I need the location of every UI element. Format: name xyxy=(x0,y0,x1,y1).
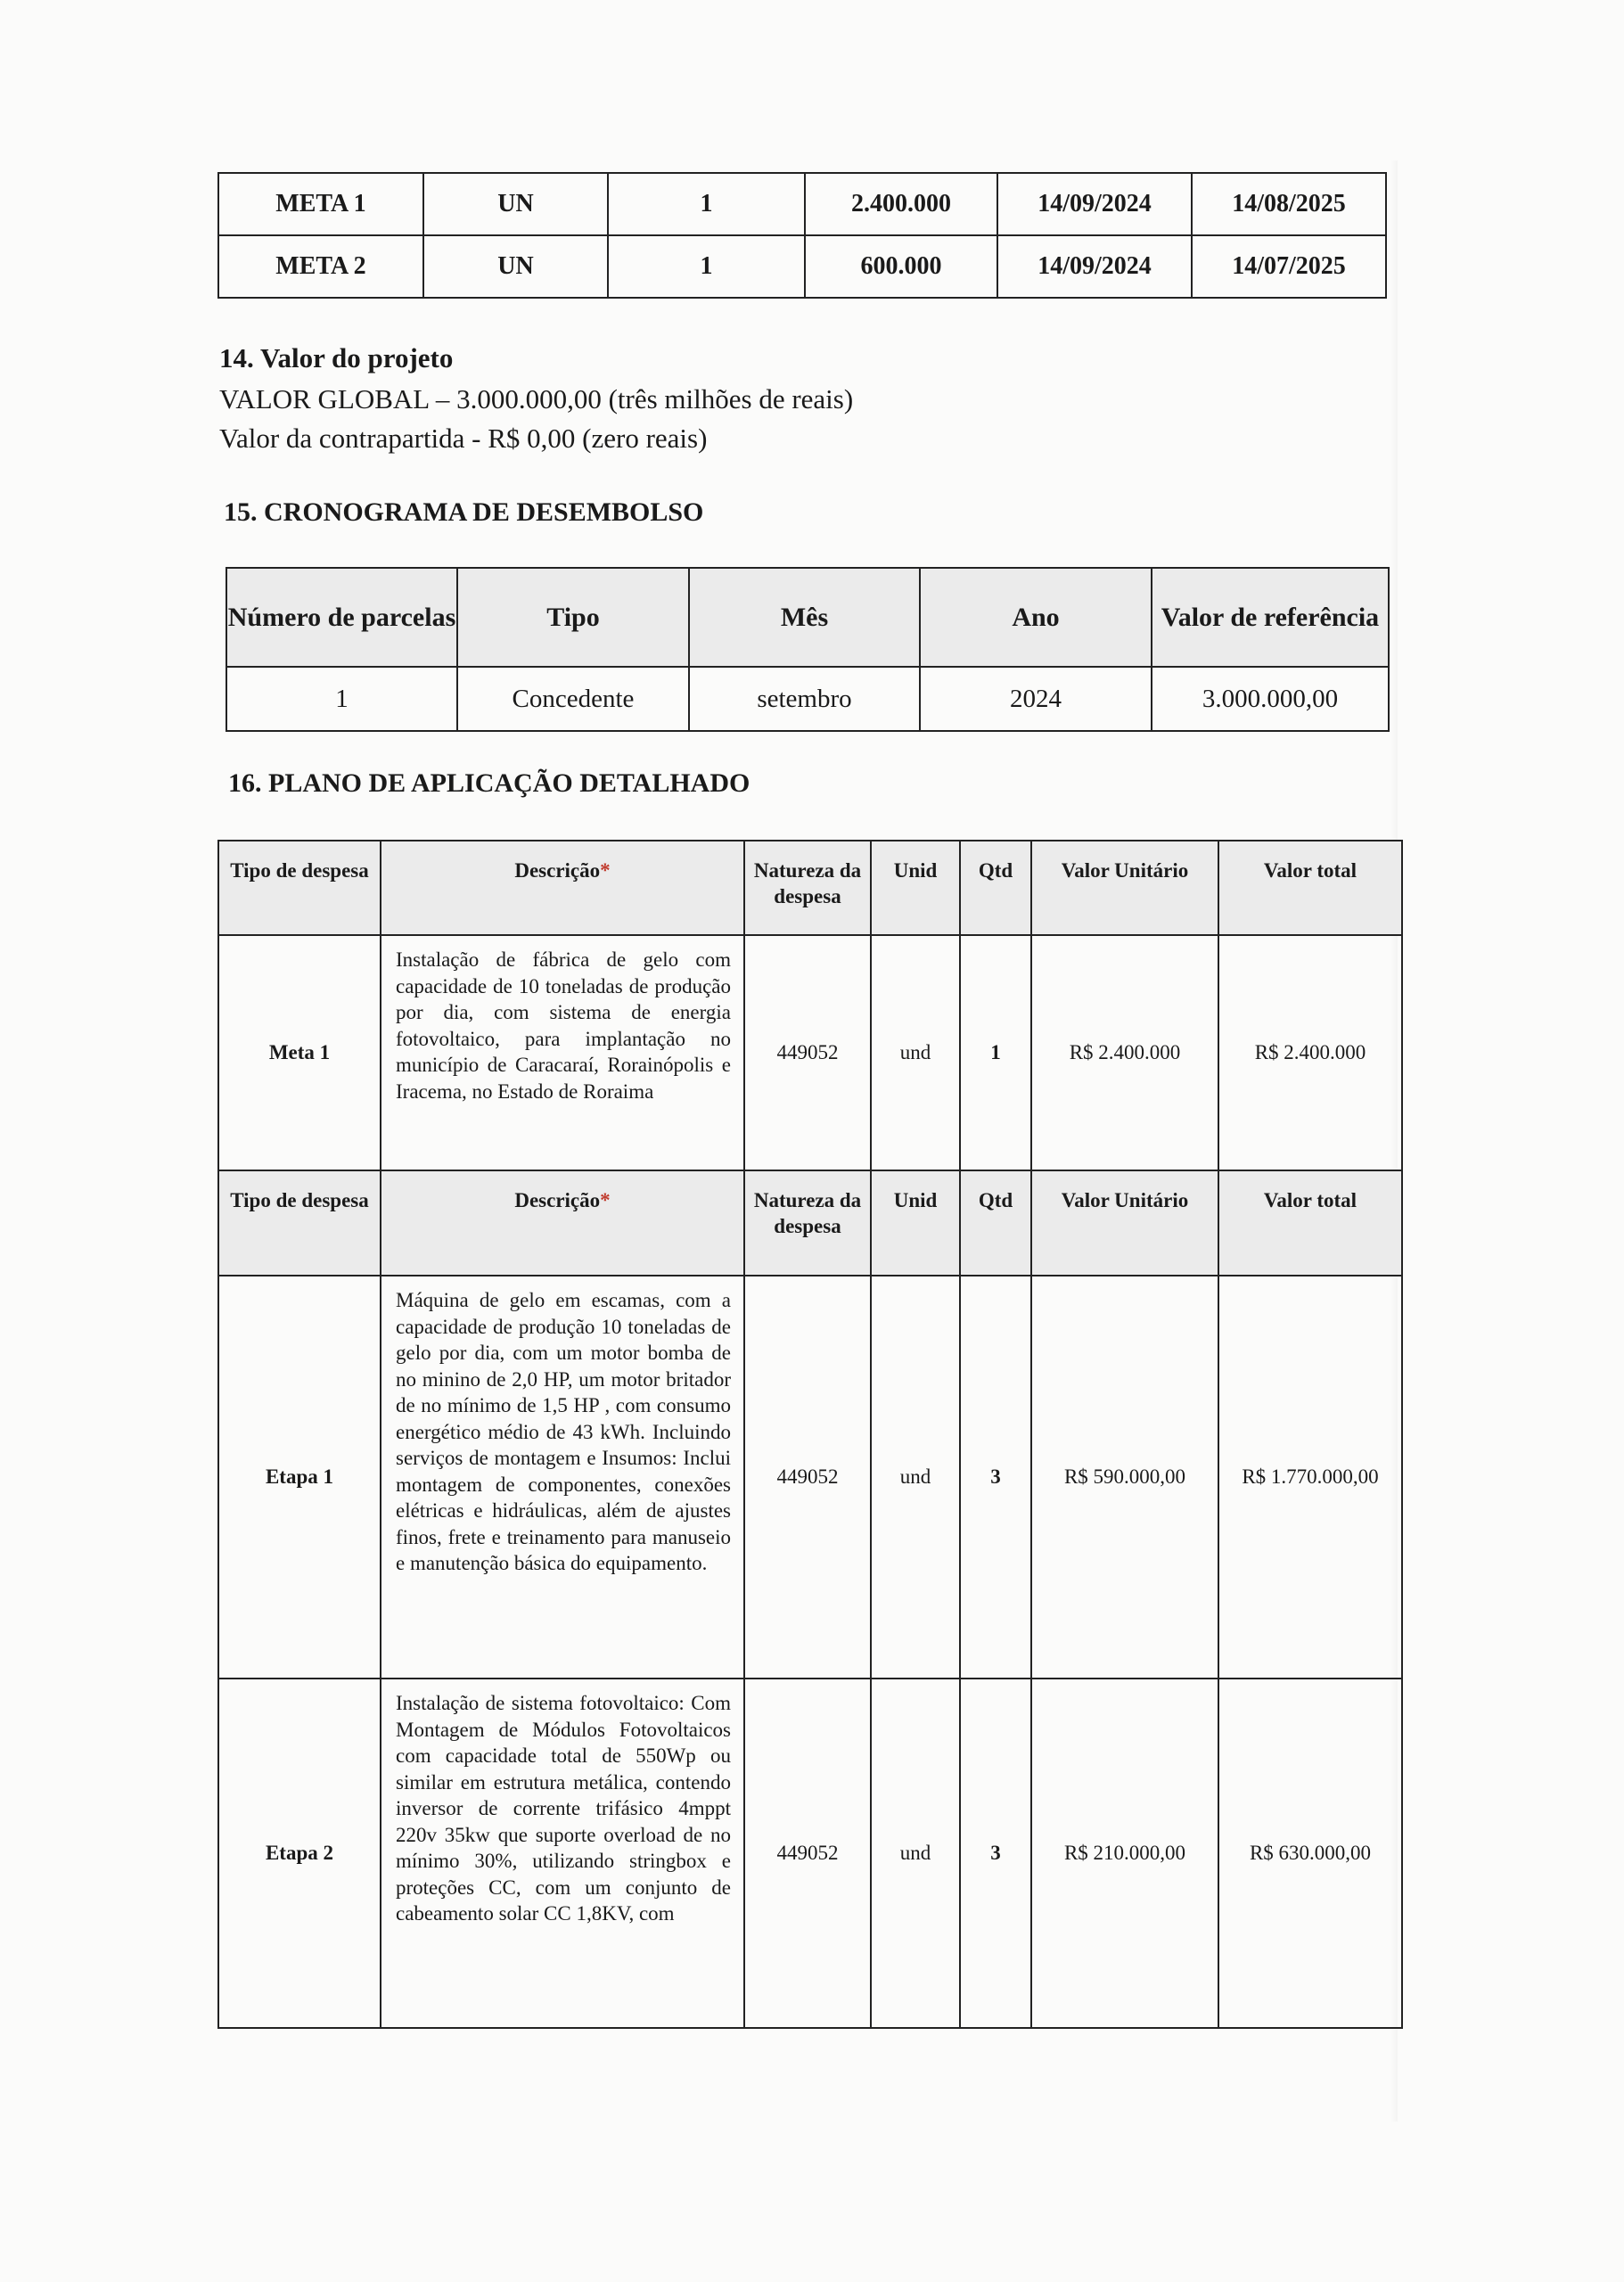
qtd-header: Qtd xyxy=(960,841,1031,935)
unit-cell: UN xyxy=(423,173,608,235)
section-14-title: 14. Valor do projeto xyxy=(219,342,454,373)
quantity-cell: 1 xyxy=(608,173,805,235)
valor-total-header: Valor total xyxy=(1218,1170,1402,1276)
descricao-header-label: Descrição xyxy=(514,859,601,882)
valor-global-text: VALOR GLOBAL – 3.000.000,00 (três milhões de reais) xyxy=(219,383,854,415)
meta-cell: META 2 xyxy=(218,235,423,298)
section-15-title: 15. CRONOGRAMA DE DESEMBOLSO xyxy=(224,497,704,527)
unid-header: Unid xyxy=(871,1170,960,1276)
valor-unitario-cell: R$ 590.000,00 xyxy=(1031,1276,1218,1679)
natureza-cell: 449052 xyxy=(744,1679,871,2028)
metas-table xyxy=(217,172,1387,299)
unit-cell: UN xyxy=(423,235,608,298)
quantity-cell: 1 xyxy=(608,235,805,298)
column-header: Ano xyxy=(920,568,1152,667)
descricao-cell: Máquina de gelo em escamas, com a capacidade de produção 10 toneladas de gelo por dia, com um motor bomba de no minino de 2,0 HP, um motor britador de no mínimo de 1,5 HP , com consumo energético médio de 43 kWh. Incluindo serviços de montagem e Insumos: Inclui montagem de componentes, conexões elétricas e hidráulicas, além de ajustes finos, frete e treinamento para manuseio e manutenção básica do equipamento. xyxy=(381,1276,744,1679)
column-header: Valor de referência xyxy=(1152,568,1389,667)
required-asterisk: * xyxy=(600,1189,611,1211)
value-cell: 2.400.000 xyxy=(805,173,997,235)
parcelas-cell: 1 xyxy=(226,667,457,731)
qtd-cell: 3 xyxy=(960,1679,1031,2028)
mes-cell: setembro xyxy=(689,667,920,731)
tipo-cell: Concedente xyxy=(457,667,689,731)
section-16-title: 16. PLANO DE APLICAÇÃO DETALHADO xyxy=(228,768,750,798)
tipo-despesa-header: Tipo de despesa xyxy=(218,841,381,935)
table-row-etapa-1 xyxy=(218,1276,1402,1679)
end-date-cell: 14/08/2025 xyxy=(1192,173,1386,235)
unid-header: Unid xyxy=(871,841,960,935)
valor-total-cell: R$ 1.770.000,00 xyxy=(1218,1276,1402,1679)
tipo-cell: Etapa 1 xyxy=(218,1276,381,1679)
valor-referencia-cell: 3.000.000,00 xyxy=(1152,667,1389,731)
unid-cell: und xyxy=(871,935,960,1170)
valor-total-cell: R$ 2.400.000 xyxy=(1218,935,1402,1170)
qtd-cell: 3 xyxy=(960,1276,1031,1679)
tipo-cell: Meta 1 xyxy=(218,935,381,1170)
required-asterisk: * xyxy=(600,859,611,882)
contrapartida-text: Valor da contrapartida - R$ 0,00 (zero reais) xyxy=(219,423,708,454)
meta-cell: META 1 xyxy=(218,173,423,235)
unid-cell: und xyxy=(871,1276,960,1679)
column-header: Mês xyxy=(689,568,920,667)
qtd-cell: 1 xyxy=(960,935,1031,1170)
start-date-cell: 14/09/2024 xyxy=(997,235,1192,298)
descricao-cell: Instalação de sistema fotovoltaico: Com Montagem de Módulos Fotovoltaicos com capacidade total de 550Wp ou similar em estrutura metálica, contendo inversor de corrente trifásico 4mppt 220v 35kw que suporte overload de no mínimo 30%, utilizando stringbox e proteções CC, com um conjunto de cabeamento solar CC 1,8KV, com xyxy=(381,1679,744,2028)
natureza-cell: 449052 xyxy=(744,1276,871,1679)
valor-total-header: Valor total xyxy=(1218,841,1402,935)
descricao-cell: Instalação de fábrica de gelo com capacidade de 10 toneladas de produção por dia, com sistema de energia fotovoltaico, para implantação no município de Caracaraí, Rorainópolis e Iracema, no Estado de Roraima xyxy=(381,935,744,1170)
natureza-header: Natureza da despesa xyxy=(744,1170,871,1276)
ano-cell: 2024 xyxy=(920,667,1152,731)
descricao-header xyxy=(381,1170,744,1276)
descricao-header-label: Descrição xyxy=(514,1189,601,1211)
tipo-cell: Etapa 2 xyxy=(218,1679,381,2028)
tipo-despesa-header: Tipo de despesa xyxy=(218,1170,381,1276)
end-date-cell: 14/07/2025 xyxy=(1192,235,1386,298)
valor-unitario-header: Valor Unitário xyxy=(1031,841,1218,935)
natureza-cell: 449052 xyxy=(744,935,871,1170)
natureza-header: Natureza da despesa xyxy=(744,841,871,935)
column-header: Tipo xyxy=(457,568,689,667)
start-date-cell: 14/09/2024 xyxy=(997,173,1192,235)
unid-cell: und xyxy=(871,1679,960,2028)
table-header-row xyxy=(218,1170,1402,1276)
table-row xyxy=(218,235,1386,298)
table-header-row xyxy=(226,568,1389,667)
table-row-meta-1 xyxy=(218,935,1402,1170)
valor-unitario-header: Valor Unitário xyxy=(1031,1170,1218,1276)
value-cell: 600.000 xyxy=(805,235,997,298)
table-row xyxy=(226,667,1389,731)
qtd-header: Qtd xyxy=(960,1170,1031,1276)
table-header-row xyxy=(218,841,1402,935)
valor-total-cell: R$ 630.000,00 xyxy=(1218,1679,1402,2028)
column-header: Número de parcelas xyxy=(226,568,457,667)
table-row xyxy=(218,173,1386,235)
plano-aplicacao-table xyxy=(217,840,1403,2029)
cronograma-table xyxy=(226,567,1390,732)
table-row-etapa-2 xyxy=(218,1679,1402,2028)
descricao-header xyxy=(381,841,744,935)
valor-unitario-cell: R$ 2.400.000 xyxy=(1031,935,1218,1170)
valor-unitario-cell: R$ 210.000,00 xyxy=(1031,1679,1218,2028)
